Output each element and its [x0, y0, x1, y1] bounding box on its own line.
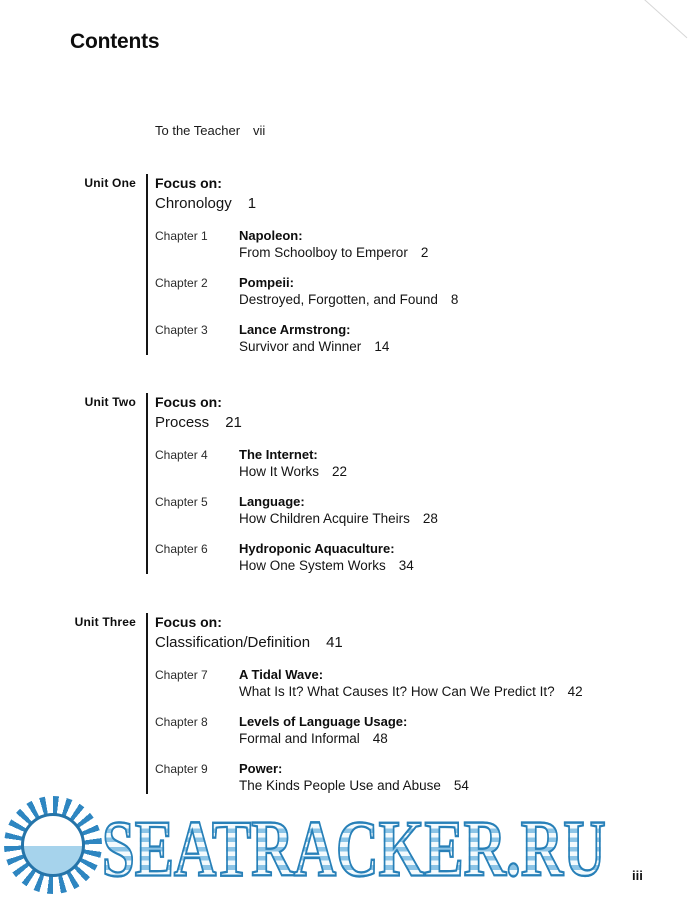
chapter-subtitle: Destroyed, Forgotten, and Found — [239, 292, 438, 307]
focus-title — [155, 632, 690, 654]
unit-content — [146, 393, 690, 574]
chapter-label: Chapter 5 — [155, 495, 208, 509]
chapter-subtitle-line — [239, 244, 428, 261]
chapter-label: Chapter 8 — [155, 715, 208, 729]
chapter-subtitle-line — [239, 730, 407, 747]
focus-page-number: 21 — [225, 414, 242, 431]
chapter-page-number: 28 — [422, 511, 438, 526]
focus-label: Focus on: — [155, 614, 222, 630]
chapter-subtitle-line — [239, 683, 583, 700]
chapter-subtitle: Survivor and Winner — [239, 339, 362, 354]
chapter-subtitle: How Children Acquire Theirs — [239, 511, 410, 526]
chapter-subtitle-line — [239, 777, 469, 794]
chapter-page-number: 42 — [567, 684, 583, 699]
chapter-label: Chapter 2 — [155, 276, 208, 290]
chapter-subtitle: The Kinds People Use and Abuse — [239, 778, 441, 793]
chapter-subtitle-line — [239, 557, 414, 574]
toc-chapter-row — [155, 713, 690, 747]
front-matter-label: To the Teacher — [155, 123, 241, 138]
chapter-page-number: 54 — [453, 778, 469, 793]
chapter-page-number: 8 — [450, 292, 459, 307]
unit-section-two — [0, 393, 690, 574]
chapter-page-number: 48 — [372, 731, 388, 746]
toc-chapter-row — [155, 666, 690, 700]
chapter-subtitle-line — [239, 291, 458, 308]
chapter-label: Chapter 4 — [155, 448, 208, 462]
chapter-title: Lance Armstrong: — [239, 322, 351, 337]
watermark — [0, 794, 690, 894]
sun-icon — [4, 796, 102, 894]
chapter-subtitle-line — [239, 463, 347, 480]
unit-label: Unit Three — [74, 615, 136, 629]
chapter-title: Levels of Language Usage: — [239, 714, 408, 729]
front-matter-entry — [155, 123, 265, 138]
unit-label: Unit One — [84, 176, 136, 190]
scan-artifact — [635, 0, 688, 38]
chapter-title: Hydroponic Aquaculture: — [239, 541, 395, 556]
chapter-entry — [239, 493, 438, 527]
toc-chapter-row — [155, 227, 690, 261]
chapter-page-number: 22 — [332, 464, 348, 479]
unit-section-one — [0, 174, 690, 355]
chapter-entry — [239, 446, 347, 480]
chapter-label: Chapter 1 — [155, 229, 208, 243]
unit-content — [146, 174, 690, 355]
chapter-label: Chapter 7 — [155, 668, 208, 682]
sun-core — [21, 813, 85, 877]
toc-chapter-row — [155, 540, 690, 574]
chapter-title: The Internet: — [239, 447, 318, 462]
chapter-entry — [239, 760, 469, 794]
focus-title-text: Chronology — [155, 195, 232, 212]
focus-page-number: 41 — [326, 634, 343, 651]
focus-label: Focus on: — [155, 175, 222, 191]
sun-rays — [4, 796, 102, 894]
chapter-page-number: 34 — [398, 558, 414, 573]
chapter-title: Power: — [239, 761, 283, 776]
chapter-subtitle: How It Works — [239, 464, 320, 479]
chapter-label: Chapter 9 — [155, 762, 208, 776]
focus-title-text: Process — [155, 414, 210, 431]
chapter-entry — [239, 666, 583, 700]
toc-chapter-row — [155, 446, 690, 480]
unit-label: Unit Two — [84, 395, 136, 409]
focus-page-number: 1 — [247, 195, 257, 212]
chapter-entry — [239, 713, 407, 747]
chapter-entry — [239, 540, 414, 574]
page-number: iii — [632, 868, 643, 883]
focus-title — [155, 193, 690, 215]
watermark-text: SEATRACKER.RU — [102, 805, 606, 894]
chapter-entry — [239, 227, 428, 261]
chapter-page-number: 2 — [420, 245, 429, 260]
toc-chapter-row — [155, 760, 690, 794]
focus-title-text: Classification/Definition — [155, 634, 311, 651]
unit-content — [146, 613, 690, 794]
toc-chapter-row — [155, 321, 690, 355]
focus-title — [155, 412, 690, 434]
chapter-entry — [239, 321, 389, 355]
chapter-subtitle: From Schoolboy to Emperor — [239, 245, 408, 260]
chapter-label: Chapter 3 — [155, 323, 208, 337]
chapter-label: Chapter 6 — [155, 542, 208, 556]
chapter-page-number: 14 — [374, 339, 390, 354]
chapter-title: Napoleon: — [239, 228, 303, 243]
chapter-subtitle-line — [239, 510, 438, 527]
focus-label: Focus on: — [155, 394, 222, 410]
chapter-subtitle: Formal and Informal — [239, 731, 360, 746]
chapter-title: Pompeii: — [239, 275, 294, 290]
chapter-title: Language: — [239, 494, 305, 509]
chapter-subtitle: How One System Works — [239, 558, 386, 573]
chapter-subtitle-line — [239, 338, 389, 355]
toc-chapter-row — [155, 274, 690, 308]
toc-chapter-row — [155, 493, 690, 527]
unit-section-three — [0, 613, 690, 794]
page-title: Contents — [70, 30, 160, 53]
front-matter-page: vii — [253, 123, 266, 138]
chapter-subtitle: What Is It? What Causes It? How Can We Predict It? — [239, 684, 555, 699]
chapter-title: A Tidal Wave: — [239, 667, 324, 682]
chapter-entry — [239, 274, 458, 308]
